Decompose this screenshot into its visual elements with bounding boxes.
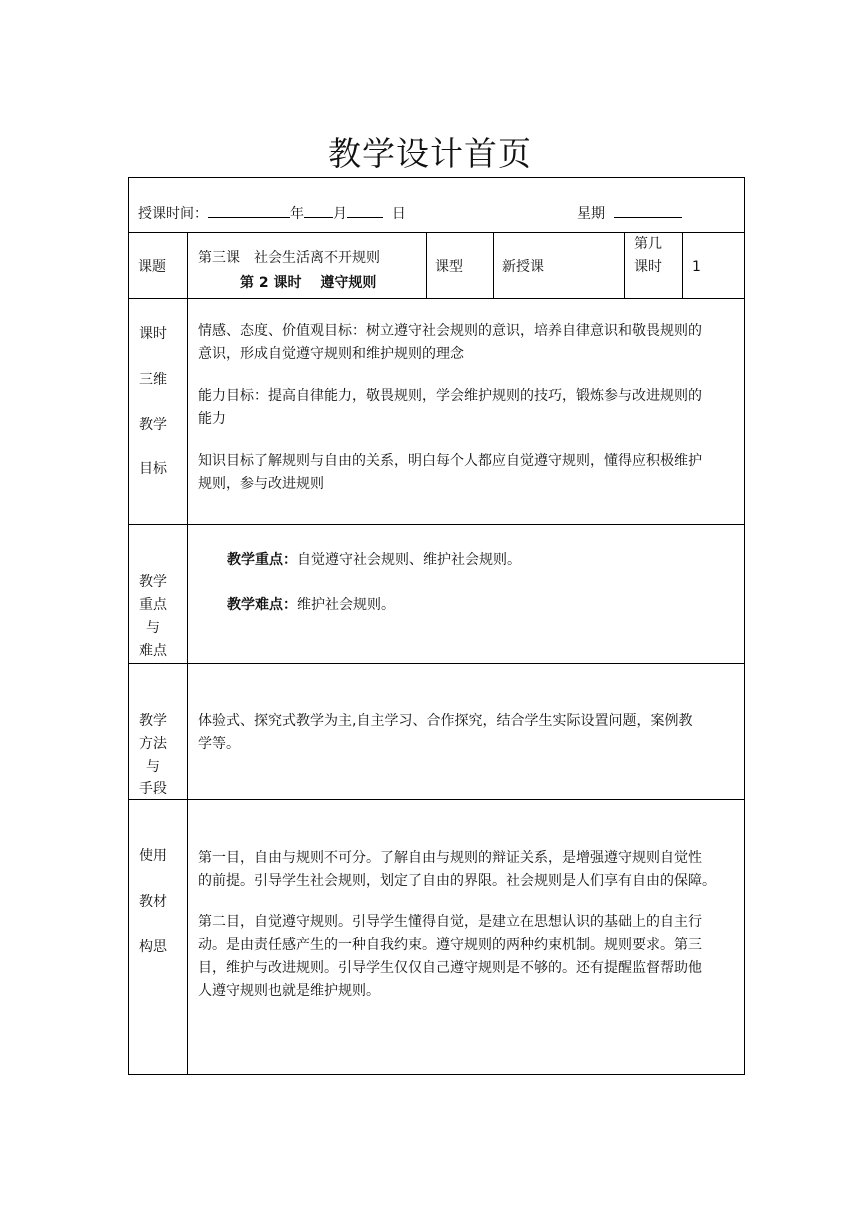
day-label: 日 [391, 206, 406, 222]
row-divider [129, 524, 744, 525]
concept-label-2: 教材 [139, 894, 167, 910]
month-blank [304, 202, 333, 218]
method-label-4: 手段 [139, 781, 167, 797]
day-blank [347, 202, 383, 218]
lesson-type-value: 新授课 [502, 259, 544, 275]
date-blank [208, 202, 290, 218]
concept-label-3: 构思 [139, 939, 167, 955]
row-divider [129, 298, 744, 299]
emotion-goal-line2: 意识，形成自觉遵守规则和维护规则的理念 [198, 346, 464, 362]
focus-label-4: 难点 [139, 643, 167, 659]
period-label-line1: 第几 [634, 236, 662, 252]
emotion-goal-line1: 情感、态度、价值观目标：树立遵守社会规则的意识，培养自律意识和敬畏规则的 [198, 323, 702, 339]
row-divider [129, 232, 744, 233]
teaching-time-label: 授课时间： [138, 206, 208, 222]
ability-goal-line1: 能力目标：提高自律能力，敬畏规则，学会维护规则的技巧，锻炼参与改进规则的 [198, 388, 702, 404]
method-label-3: 与 [146, 759, 160, 775]
knowledge-goal-line1: 知识目标了解规则与自由的关系，明白每个人都应自觉遵守规则，懂得应积极维护 [198, 453, 702, 469]
focus-label-3: 与 [146, 620, 160, 636]
method-line2: 学等。 [198, 736, 240, 752]
key-point-label: 教学重点： [227, 552, 297, 568]
goals-label-1: 课时 [139, 326, 167, 342]
concept-label-1: 使用 [139, 848, 167, 864]
concept-p2-line2: 动。是由责任感产生的一种自我约束。遵守规则的两种约束机制。规则要求。第三 [198, 937, 702, 953]
topic-label: 课题 [138, 259, 166, 275]
knowledge-goal-line2: 规则，参与改进规则 [198, 476, 324, 492]
method-label-1: 教学 [139, 713, 167, 729]
focus-label-2: 重点 [139, 597, 167, 613]
goals-label-2: 三维 [139, 372, 167, 388]
column-divider [493, 232, 494, 298]
label-column-divider [187, 232, 188, 1075]
year-label: 年 [290, 206, 304, 222]
teaching-time-row [138, 202, 406, 224]
difficult-point-value: 维护社会规则。 [297, 597, 395, 613]
concept-p1-line2: 的前提。引导学生社会规则，划定了自由的界限。社会规则是人们享有自由的保障。 [198, 873, 716, 889]
focus-label-1: 教学 [139, 574, 167, 590]
period-value: 1 [692, 259, 701, 275]
column-divider [682, 232, 683, 298]
session-title: 第 2 课时 遵守规则 [240, 275, 377, 291]
concept-p2-line4: 人遵守规则也就是维护规则。 [198, 983, 380, 999]
ability-goal-line2: 能力 [198, 411, 226, 427]
key-point-value: 自觉遵守社会规则、维护社会规则。 [297, 552, 521, 568]
method-label-2: 方法 [139, 736, 167, 752]
column-divider [624, 232, 625, 298]
key-point-line [227, 550, 521, 570]
lesson-plan-table [128, 177, 745, 1075]
lesson-type-label: 课型 [435, 259, 463, 275]
goals-label-4: 目标 [139, 461, 167, 477]
goals-label-3: 教学 [139, 417, 167, 433]
column-divider [426, 232, 427, 298]
row-divider [129, 663, 744, 664]
weekday-blank [614, 202, 682, 218]
difficult-point-label: 教学难点： [227, 597, 297, 613]
concept-p2-line1: 第二目，自觉遵守规则。引导学生懂得自觉，是建立在思想认识的基础上的自主行 [198, 914, 702, 930]
concept-p2-line3: 目，维护与改进规则。引导学生仅仅自己遵守规则是不够的。还有提醒监督帮助他 [198, 960, 702, 976]
lesson-title: 第三课 社会生活离不开规则 [198, 250, 380, 266]
weekday-row [577, 202, 682, 224]
period-label-line2: 课时 [634, 259, 662, 275]
page-title: 教学设计首页 [328, 134, 532, 173]
concept-p1-line1: 第一目，自由与规则不可分。了解自由与规则的辩证关系，是增强遵守规则自觉性 [198, 850, 702, 866]
difficult-point-line [227, 595, 395, 615]
month-label: 月 [333, 206, 347, 222]
method-line1: 体验式、探究式教学为主,自主学习、合作探究，结合学生实际设置问题，案例教 [198, 713, 693, 729]
row-divider [129, 799, 744, 800]
weekday-label: 星期 [577, 206, 605, 222]
